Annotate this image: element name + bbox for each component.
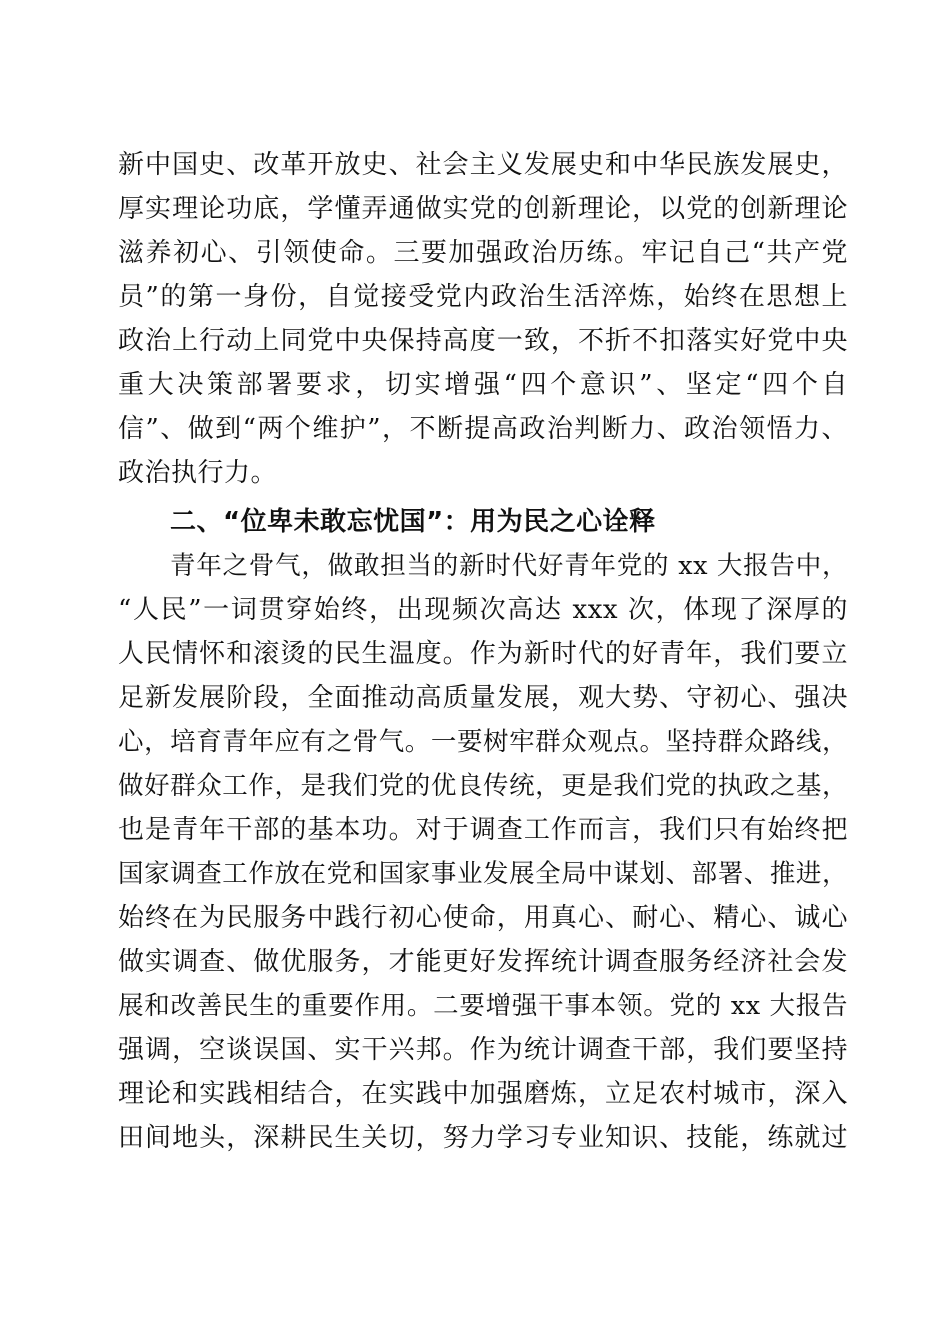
paragraph-line: 滋养初心、引领使命。三要加强政治历练。牢记自己“共产党 [118,238,848,268]
paragraph-line: 始终在为民服务中践行初心使命，用真心、耐心、精心、诚心 [118,903,848,933]
paragraph-line: 青年之骨气，做敢担当的新时代好青年党的 xx 大报告中， [170,551,848,581]
paragraph-line: 政治执行力。 [118,458,278,488]
paragraph-line: 强调，空谈误国、实干兴邦。作为统计调查干部，我们要坚持 [118,1035,848,1065]
paragraph-line: 新中国史、改革开放史、社会主义发展史和中华民族发展史， [118,150,848,180]
paragraph-line: 也是青年干部的基本功。对于调查工作而言，我们只有始终把 [118,815,848,845]
paragraph-line: 政治上行动上同党中央保持高度一致，不折不扣落实好党中央 [118,326,848,356]
paragraph-line: 理论和实践相结合，在实践中加强磨炼，立足农村城市，深入 [118,1079,848,1109]
paragraph-line: 人民情怀和滚烫的民生温度。作为新时代的好青年，我们要立 [118,639,848,669]
paragraph-line: 国家调查工作放在党和国家事业发展全局中谋划、部署、推进， [118,859,848,889]
paragraph-line: 厚实理论功底，学懂弄通做实党的创新理论，以党的创新理论 [118,194,848,224]
paragraph-line: 信”、做到“两个维护”，不断提高政治判断力、政治领悟力、 [118,414,848,444]
paragraph-line: 足新发展阶段，全面推动高质量发展，观大势、守初心、强决 [118,683,848,713]
paragraph-line: 员”的第一身份，自觉接受党内政治生活淬炼，始终在思想上 [118,282,848,312]
paragraph-line: 展和改善民生的重要作用。二要增强干事本领。党的 xx 大报告 [118,991,848,1021]
paragraph-line: 做好群众工作，是我们党的优良传统，更是我们党的执政之基， [118,771,848,801]
paragraph-line: 做实调查、做优服务，才能更好发挥统计调查服务经济社会发 [118,947,848,977]
paragraph-line: 重大决策部署要求，切实增强“四个意识”、坚定“四个自 [118,370,848,400]
section-heading: 二、“位卑未敢忘忧国”：用为民之心诠释 [170,507,656,537]
paragraph-line: “人民”一词贯穿始终，出现频次高达 xxx 次，体现了深厚的 [118,595,848,625]
paragraph-line: 心，培育青年应有之骨气。一要树牢群众观点。坚持群众路线， [118,727,848,757]
paragraph-line: 田间地头，深耕民生关切，努力学习专业知识、技能，练就过 [118,1123,848,1153]
